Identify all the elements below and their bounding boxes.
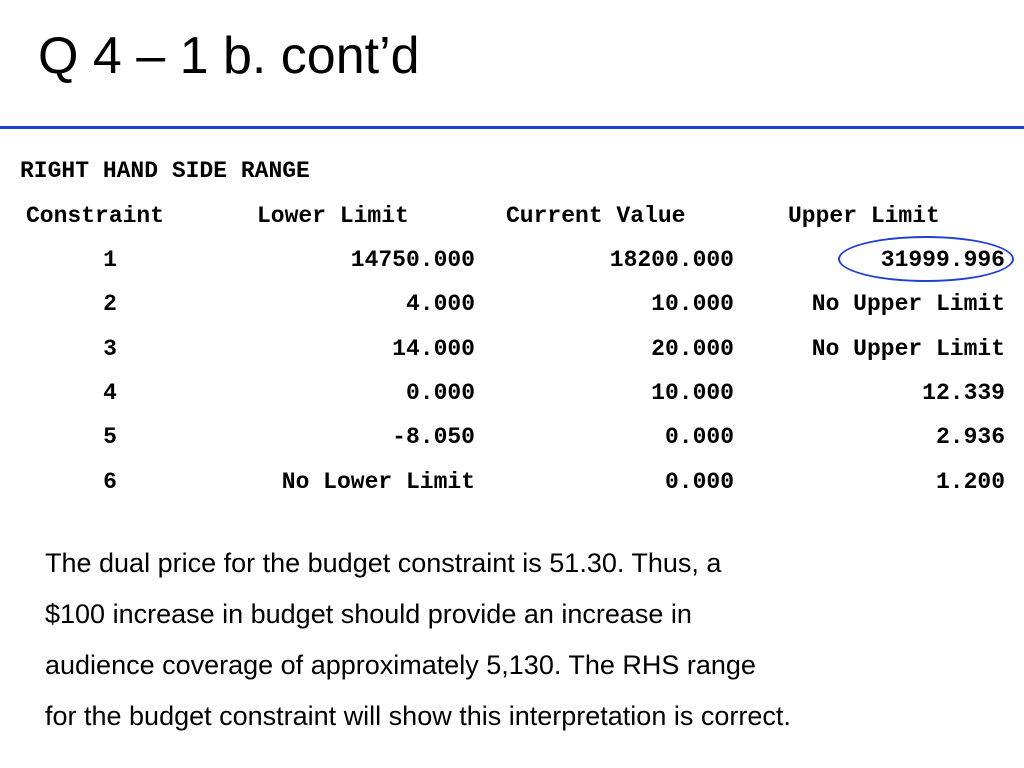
current-value: 0.000 — [664, 424, 734, 450]
upper-limit-value: No Upper Limit — [811, 291, 1005, 317]
lower-limit-value: -8.050 — [392, 424, 475, 450]
constraint-number: 5 — [103, 424, 117, 450]
column-header-lower-limit: Lower Limit — [257, 203, 409, 229]
explanation-paragraph — [45, 538, 1015, 742]
lower-limit-value: 4.000 — [405, 291, 475, 317]
lower-limit-value: 0.000 — [405, 380, 475, 406]
constraint-number: 4 — [103, 380, 117, 406]
column-header-constraint: Constraint — [26, 203, 165, 229]
upper-limit-value: 1.200 — [935, 469, 1005, 495]
explanation-line: $100 increase in budget should provide an increase in — [45, 599, 692, 629]
explanation-line: audience coverage of approximately 5,130. The RHS range — [45, 650, 756, 680]
column-header-current-value: Current Value — [506, 203, 686, 229]
upper-limit-value: 12.339 — [922, 380, 1005, 406]
current-value: 20.000 — [651, 336, 734, 362]
range-report-heading: RIGHT HAND SIDE RANGE — [20, 158, 310, 184]
current-value: 10.000 — [651, 291, 734, 317]
explanation-line: for the budget constraint will show this interpretation is correct. — [45, 701, 791, 731]
constraint-number: 6 — [103, 469, 117, 495]
constraint-number: 3 — [103, 336, 117, 362]
upper-limit-value: 2.936 — [935, 424, 1005, 450]
highlight-ellipse — [838, 236, 1014, 282]
current-value: 10.000 — [651, 380, 734, 406]
constraint-number: 2 — [103, 291, 117, 317]
title-divider — [0, 126, 1024, 129]
slide-title: Q 4 – 1 b. cont’d — [38, 27, 420, 85]
column-header-upper-limit: Upper Limit — [788, 203, 940, 229]
upper-limit-value: 31999.996 — [880, 247, 1005, 273]
current-value: 0.000 — [664, 469, 734, 495]
explanation-line: The dual price for the budget constraint is 51.30. Thus, a — [45, 548, 722, 578]
upper-limit-value: No Upper Limit — [811, 336, 1005, 362]
lower-limit-value: 14750.000 — [350, 247, 475, 273]
constraint-number: 1 — [103, 247, 117, 273]
lower-limit-value: 14.000 — [392, 336, 475, 362]
current-value: 18200.000 — [609, 247, 734, 273]
lower-limit-value: No Lower Limit — [281, 469, 475, 495]
